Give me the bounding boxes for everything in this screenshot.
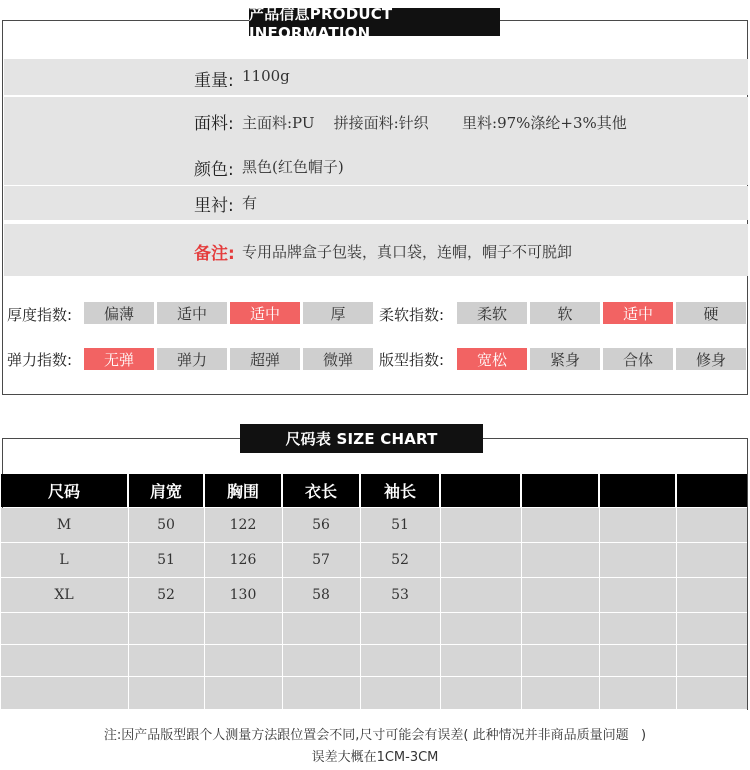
column-divider — [281, 474, 283, 507]
size-cell: M — [56, 517, 72, 533]
elasticity-option-selected: 无弹 — [84, 348, 154, 370]
softness-option-selected: 适中 — [603, 302, 673, 324]
error-range-note: 误差大概在1CM-3CM — [311, 750, 439, 765]
remark-label: 备注: — [194, 244, 235, 264]
color-row — [4, 149, 748, 185]
column-line — [521, 508, 522, 710]
column-line — [282, 508, 283, 710]
product-info-box — [2, 20, 748, 395]
column-divider — [359, 474, 361, 507]
column-line — [128, 508, 129, 710]
product-info-header: 产品信息PRODUCT INFORMATION — [249, 8, 500, 36]
table-row — [1, 578, 747, 613]
fabric-row — [4, 97, 748, 157]
column-line — [440, 508, 441, 710]
lining-row — [4, 186, 748, 220]
weight-row — [4, 59, 748, 95]
column-divider — [598, 474, 600, 507]
thickness-index-label: 厚度指数: — [7, 306, 73, 324]
column-header-size: 尺码 — [47, 482, 80, 501]
column-divider — [675, 474, 677, 507]
column-divider — [439, 474, 441, 507]
shoulder-cell: 50 — [157, 517, 175, 533]
elasticity-index-label: 弹力指数: — [7, 351, 73, 369]
column-header-sleeve: 袖长 — [383, 482, 416, 501]
fit-option-selected: 宽松 — [457, 348, 527, 370]
chest-cell: 130 — [229, 587, 257, 603]
shoulder-cell: 51 — [157, 552, 175, 568]
table-row — [1, 613, 747, 645]
length-cell: 58 — [312, 587, 330, 603]
chest-cell: 126 — [229, 552, 257, 568]
table-row — [1, 677, 747, 710]
lining-label: 里衬: — [194, 196, 234, 216]
table-row — [1, 645, 747, 677]
softness-option: 硬 — [676, 302, 746, 324]
thickness-option: 厚 — [303, 302, 373, 324]
softness-option: 柔软 — [457, 302, 527, 324]
size-chart-header: 尺码表 SIZE CHART — [240, 424, 483, 453]
thickness-option-selected: 适中 — [230, 302, 300, 324]
thickness-option: 适中 — [157, 302, 227, 324]
column-header-shoulder: 肩宽 — [149, 482, 182, 501]
elasticity-option: 超弹 — [230, 348, 300, 370]
weight-label: 重量: — [194, 71, 234, 91]
column-divider — [203, 474, 205, 507]
fit-option: 合体 — [603, 348, 673, 370]
fit-option: 紧身 — [530, 348, 600, 370]
table-row — [1, 508, 747, 543]
measurement-note: 注:因产品版型跟个人测量方法跟位置会不同,尺寸可能会有误差( 此种情况并非商品质量问题 ) — [103, 728, 647, 743]
sleeve-cell: 51 — [391, 517, 409, 533]
length-cell: 57 — [312, 552, 330, 568]
column-line — [360, 508, 361, 710]
column-line — [599, 508, 600, 710]
elasticity-option: 弹力 — [157, 348, 227, 370]
fabric-label: 面料: — [194, 114, 234, 134]
remark-value: 专用品牌盒子包装，真口袋，连帽，帽子不可脱卸 — [242, 243, 573, 261]
softness-index-label: 柔软指数: — [379, 306, 445, 324]
sleeve-cell: 52 — [391, 552, 409, 568]
column-divider — [520, 474, 522, 507]
fit-index-label: 版型指数: — [379, 351, 445, 369]
remark-row — [4, 224, 748, 276]
softness-option: 软 — [530, 302, 600, 324]
fit-option: 修身 — [676, 348, 746, 370]
chest-cell: 122 — [229, 517, 257, 533]
elasticity-option: 微弹 — [303, 348, 373, 370]
column-line — [204, 508, 205, 710]
column-line — [676, 508, 677, 710]
column-header-length: 衣长 — [304, 482, 337, 501]
shoulder-cell: 52 — [157, 587, 175, 603]
thickness-option: 偏薄 — [84, 302, 154, 324]
column-header-chest: 胸围 — [226, 482, 259, 501]
column-divider — [127, 474, 129, 507]
size-cell: XL — [54, 587, 74, 603]
size-cell: L — [59, 552, 69, 568]
color-label: 颜色: — [194, 160, 234, 180]
weight-value: 1100g — [242, 67, 290, 85]
size-chart-header-row — [1, 474, 747, 507]
table-row — [1, 543, 747, 578]
fabric-value: 主面料:PU 拼接面料:针织 里料:97%涤纶+3%其他 — [242, 114, 627, 132]
sleeve-cell: 53 — [391, 587, 409, 603]
color-value: 黑色(红色帽子) — [242, 158, 344, 176]
lining-value: 有 — [242, 194, 258, 212]
length-cell: 56 — [312, 517, 330, 533]
